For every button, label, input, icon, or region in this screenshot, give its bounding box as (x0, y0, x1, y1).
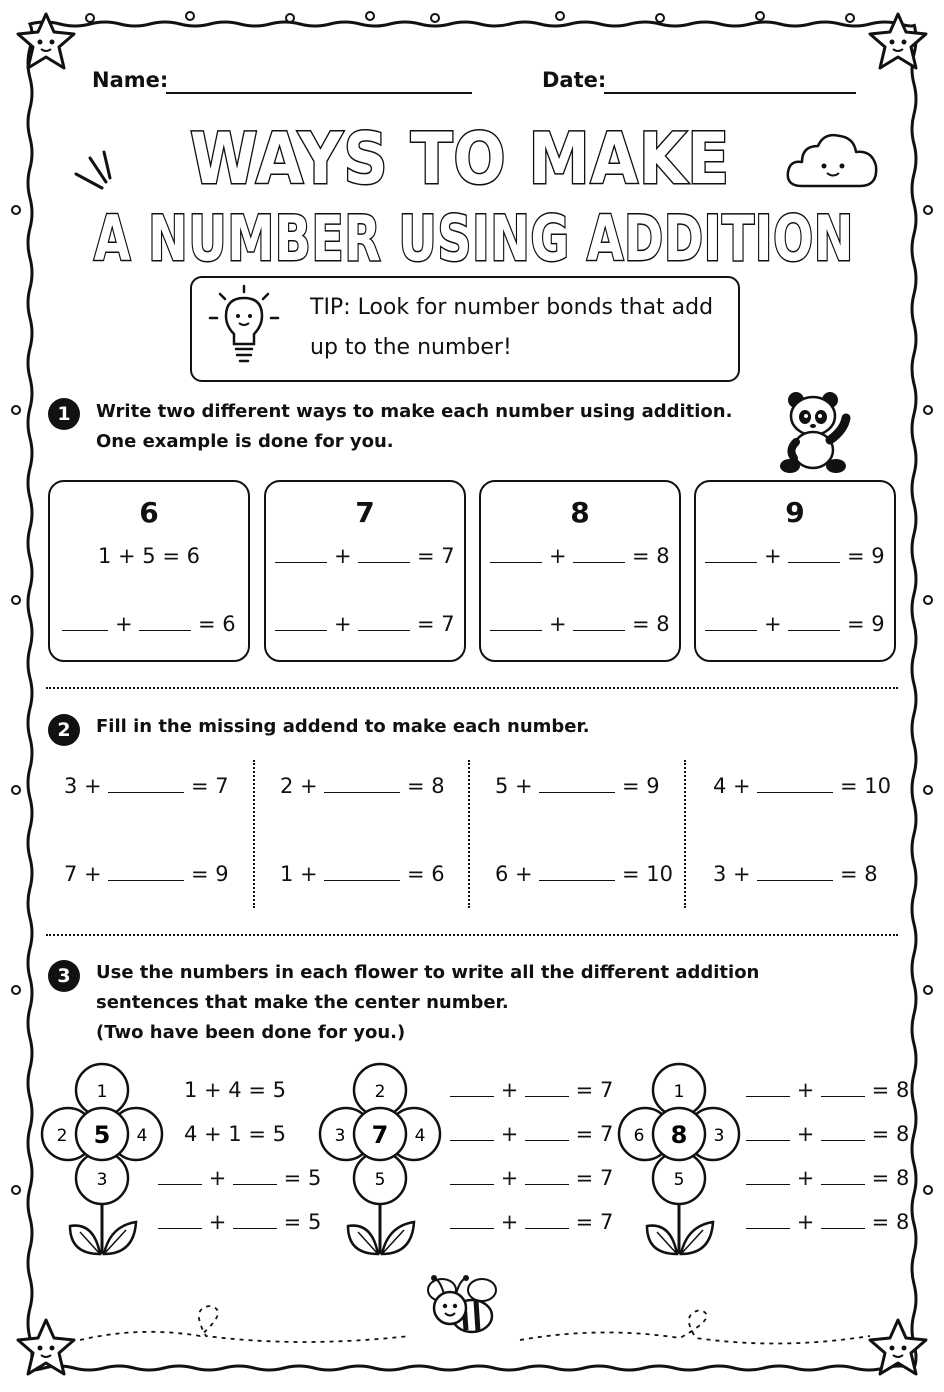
section-divider (46, 687, 898, 689)
petal-right: 4 (414, 1126, 426, 1146)
column-divider (684, 760, 686, 908)
flower-sentence (450, 1122, 613, 1146)
row-total: = 7 (417, 544, 455, 568)
row-total: = 8 (632, 612, 670, 636)
plus-sign: + (549, 544, 567, 568)
answer-blank[interactable] (158, 1182, 202, 1185)
petal-bottom: 5 (673, 1170, 685, 1190)
section-3-badge: 3 (48, 960, 80, 992)
plus-sign: + (500, 1210, 519, 1234)
answer-blank[interactable] (358, 628, 410, 631)
answer-blank[interactable] (821, 1182, 865, 1185)
answer-blank[interactable] (788, 560, 840, 563)
answer-blank[interactable] (573, 560, 625, 563)
section-1-badge: 1 (48, 398, 80, 430)
plus-sign: + (208, 1166, 227, 1190)
flower-sentence (746, 1166, 909, 1190)
column-divider (468, 760, 470, 908)
answer-blank[interactable] (525, 1226, 569, 1229)
missing-addend-problem (64, 862, 229, 886)
date-label: Date: (542, 68, 607, 92)
answer-blank[interactable] (705, 628, 757, 631)
answer-blank[interactable] (746, 1138, 790, 1141)
first-addend: 7 + (64, 862, 102, 886)
plus-sign: + (500, 1166, 519, 1190)
missing-addend-problem (495, 774, 660, 798)
petal-top: 1 (96, 1082, 108, 1102)
card-row (50, 612, 248, 636)
missing-addend-problem (495, 862, 673, 886)
plus-sign: + (208, 1210, 227, 1234)
answer-blank[interactable] (108, 790, 184, 793)
plus-sign: + (334, 612, 352, 636)
answer-blank[interactable] (539, 790, 615, 793)
plus-sign: + (796, 1078, 815, 1102)
card-example: 1 + 5 = 6 (98, 544, 200, 568)
number-card (694, 480, 896, 662)
row-total: = 8 (871, 1078, 910, 1102)
first-addend: 3 + (713, 862, 751, 886)
title-line1: WAYS TO MAKE (190, 118, 730, 200)
petal-top: 2 (374, 1082, 386, 1102)
row-total: = 7 (575, 1078, 614, 1102)
answer-blank[interactable] (525, 1138, 569, 1141)
tip-line1: TIP: Look for number bonds that add (310, 295, 714, 320)
flower-sentence (158, 1166, 321, 1190)
column-divider (253, 760, 255, 908)
answer-blank[interactable] (705, 560, 757, 563)
section-3-instruction-line1: Use the numbers in each flower to write all the different addition (96, 962, 760, 983)
card-row (696, 544, 894, 568)
card-target: 9 (785, 496, 805, 529)
flower-sentence (158, 1210, 321, 1234)
answer-blank[interactable] (573, 628, 625, 631)
problem-total: = 6 (407, 862, 445, 886)
missing-addend-problem (713, 774, 891, 798)
petal-right: 3 (713, 1126, 725, 1146)
cloud-icon (784, 128, 880, 194)
first-addend: 5 + (495, 774, 533, 798)
answer-blank[interactable] (746, 1182, 790, 1185)
row-total: = 9 (847, 612, 885, 636)
flower-sentence (746, 1210, 909, 1234)
answer-blank[interactable] (539, 878, 615, 881)
star-icon (14, 10, 78, 74)
flower-done-sentence: 1 + 4 = 5 (184, 1078, 286, 1102)
plus-sign: + (796, 1122, 815, 1146)
answer-blank[interactable] (450, 1138, 494, 1141)
row-total: = 7 (575, 1122, 614, 1146)
card-row (266, 544, 464, 568)
first-addend: 3 + (64, 774, 102, 798)
sparkle-icon (70, 148, 120, 198)
section-2-badge: 2 (48, 714, 80, 746)
number-card (264, 480, 466, 662)
plus-sign: + (115, 612, 133, 636)
number-card (479, 480, 681, 662)
star-icon (866, 10, 930, 74)
problem-total: = 8 (840, 862, 878, 886)
lightbulb-icon (206, 284, 282, 372)
answer-blank[interactable] (450, 1182, 494, 1185)
date-line[interactable] (604, 92, 856, 94)
row-total: = 7 (575, 1210, 614, 1234)
flower-done-sentence: 4 + 1 = 5 (184, 1122, 286, 1146)
missing-addend-problem (280, 862, 445, 886)
plus-sign: + (796, 1210, 815, 1234)
missing-addend-problem (713, 862, 878, 886)
flower-sentence (450, 1210, 613, 1234)
plus-sign: + (500, 1122, 519, 1146)
plus-sign: + (334, 544, 352, 568)
flower-sentence (450, 1078, 613, 1102)
card-row (481, 544, 679, 568)
section-1-instruction-line1: Write two different ways to make each number using addition. (96, 401, 733, 422)
answer-blank[interactable] (746, 1094, 790, 1097)
number-flower (318, 1058, 448, 1260)
name-label: Name: (92, 68, 169, 92)
answer-blank[interactable] (821, 1094, 865, 1097)
first-addend: 6 + (495, 862, 533, 886)
row-total: = 8 (871, 1210, 910, 1234)
row-total: = 8 (632, 544, 670, 568)
answer-blank[interactable] (757, 878, 833, 881)
problem-total: = 7 (191, 774, 229, 798)
flower-sentence (450, 1166, 613, 1190)
answer-blank[interactable] (525, 1182, 569, 1185)
star-icon (866, 1316, 930, 1380)
flower-center: 7 (371, 1121, 389, 1149)
number-flower (617, 1058, 747, 1260)
petal-bottom: 5 (374, 1170, 386, 1190)
bee-icon (420, 1266, 506, 1342)
answer-blank[interactable] (62, 628, 108, 631)
answer-blank[interactable] (108, 878, 184, 881)
flower-center: 8 (670, 1121, 688, 1149)
answer-blank[interactable] (490, 628, 542, 631)
first-addend: 2 + (280, 774, 318, 798)
title-line2: A NUMBER USING ADDITION (94, 202, 854, 275)
flower-sentence (746, 1078, 909, 1102)
answer-blank[interactable] (275, 560, 327, 563)
answer-blank[interactable] (450, 1226, 494, 1229)
answer-blank[interactable] (757, 790, 833, 793)
answer-blank[interactable] (324, 878, 400, 881)
row-total: = 8 (871, 1122, 910, 1146)
problem-total: = 10 (840, 774, 892, 798)
row-total: = 6 (198, 612, 236, 636)
section-2-instruction: Fill in the missing addend to make each number. (96, 716, 590, 737)
answer-blank[interactable] (788, 628, 840, 631)
name-line[interactable] (166, 92, 472, 94)
star-icon (14, 1316, 78, 1380)
problem-total: = 10 (622, 862, 674, 886)
section-1-instruction-line2: One example is done for you. (96, 431, 394, 452)
answer-blank[interactable] (490, 560, 542, 563)
row-total: = 5 (283, 1210, 322, 1234)
problem-total: = 9 (191, 862, 229, 886)
plus-sign: + (500, 1078, 519, 1102)
problem-total: = 8 (407, 774, 445, 798)
card-row (481, 612, 679, 636)
answer-blank[interactable] (746, 1226, 790, 1229)
answer-blank[interactable] (233, 1182, 277, 1185)
row-total: = 5 (283, 1166, 322, 1190)
petal-left: 6 (633, 1126, 645, 1146)
plus-sign: + (764, 544, 782, 568)
row-total: = 8 (871, 1166, 910, 1190)
card-target: 8 (570, 496, 590, 529)
answer-blank[interactable] (275, 628, 327, 631)
row-total: = 7 (417, 612, 455, 636)
number-flower (40, 1058, 170, 1260)
missing-addend-problem (280, 774, 445, 798)
section-3-instruction-line3: (Two have been done for you.) (96, 1022, 406, 1043)
page-title (60, 108, 880, 278)
number-card (48, 480, 250, 662)
answer-blank[interactable] (821, 1138, 865, 1141)
petal-right: 4 (136, 1126, 148, 1146)
problem-total: = 9 (622, 774, 660, 798)
answer-blank[interactable] (821, 1226, 865, 1229)
answer-blank[interactable] (324, 790, 400, 793)
section-divider (46, 934, 898, 936)
first-addend: 1 + (280, 862, 318, 886)
row-total: = 7 (575, 1166, 614, 1190)
answer-blank[interactable] (450, 1094, 494, 1097)
card-target: 7 (355, 496, 375, 529)
answer-blank[interactable] (139, 628, 191, 631)
section-3-instruction-line2: sentences that make the center number. (96, 992, 509, 1013)
flower-sentence (746, 1122, 909, 1146)
answer-blank[interactable] (158, 1226, 202, 1229)
card-row (696, 612, 894, 636)
answer-blank[interactable] (233, 1226, 277, 1229)
plus-sign: + (764, 612, 782, 636)
petal-top: 1 (673, 1082, 685, 1102)
answer-blank[interactable] (358, 560, 410, 563)
flower-center: 5 (93, 1121, 111, 1149)
row-total: = 9 (847, 544, 885, 568)
missing-addend-problem (64, 774, 229, 798)
card-row (266, 612, 464, 636)
plus-sign: + (549, 612, 567, 636)
tip-line2: up to the number! (310, 335, 512, 360)
card-target: 6 (139, 496, 159, 529)
petal-bottom: 3 (96, 1170, 108, 1190)
petal-left: 2 (56, 1126, 68, 1146)
panda-icon (774, 386, 858, 476)
first-addend: 4 + (713, 774, 751, 798)
petal-left: 3 (334, 1126, 346, 1146)
plus-sign: + (796, 1166, 815, 1190)
answer-blank[interactable] (525, 1094, 569, 1097)
